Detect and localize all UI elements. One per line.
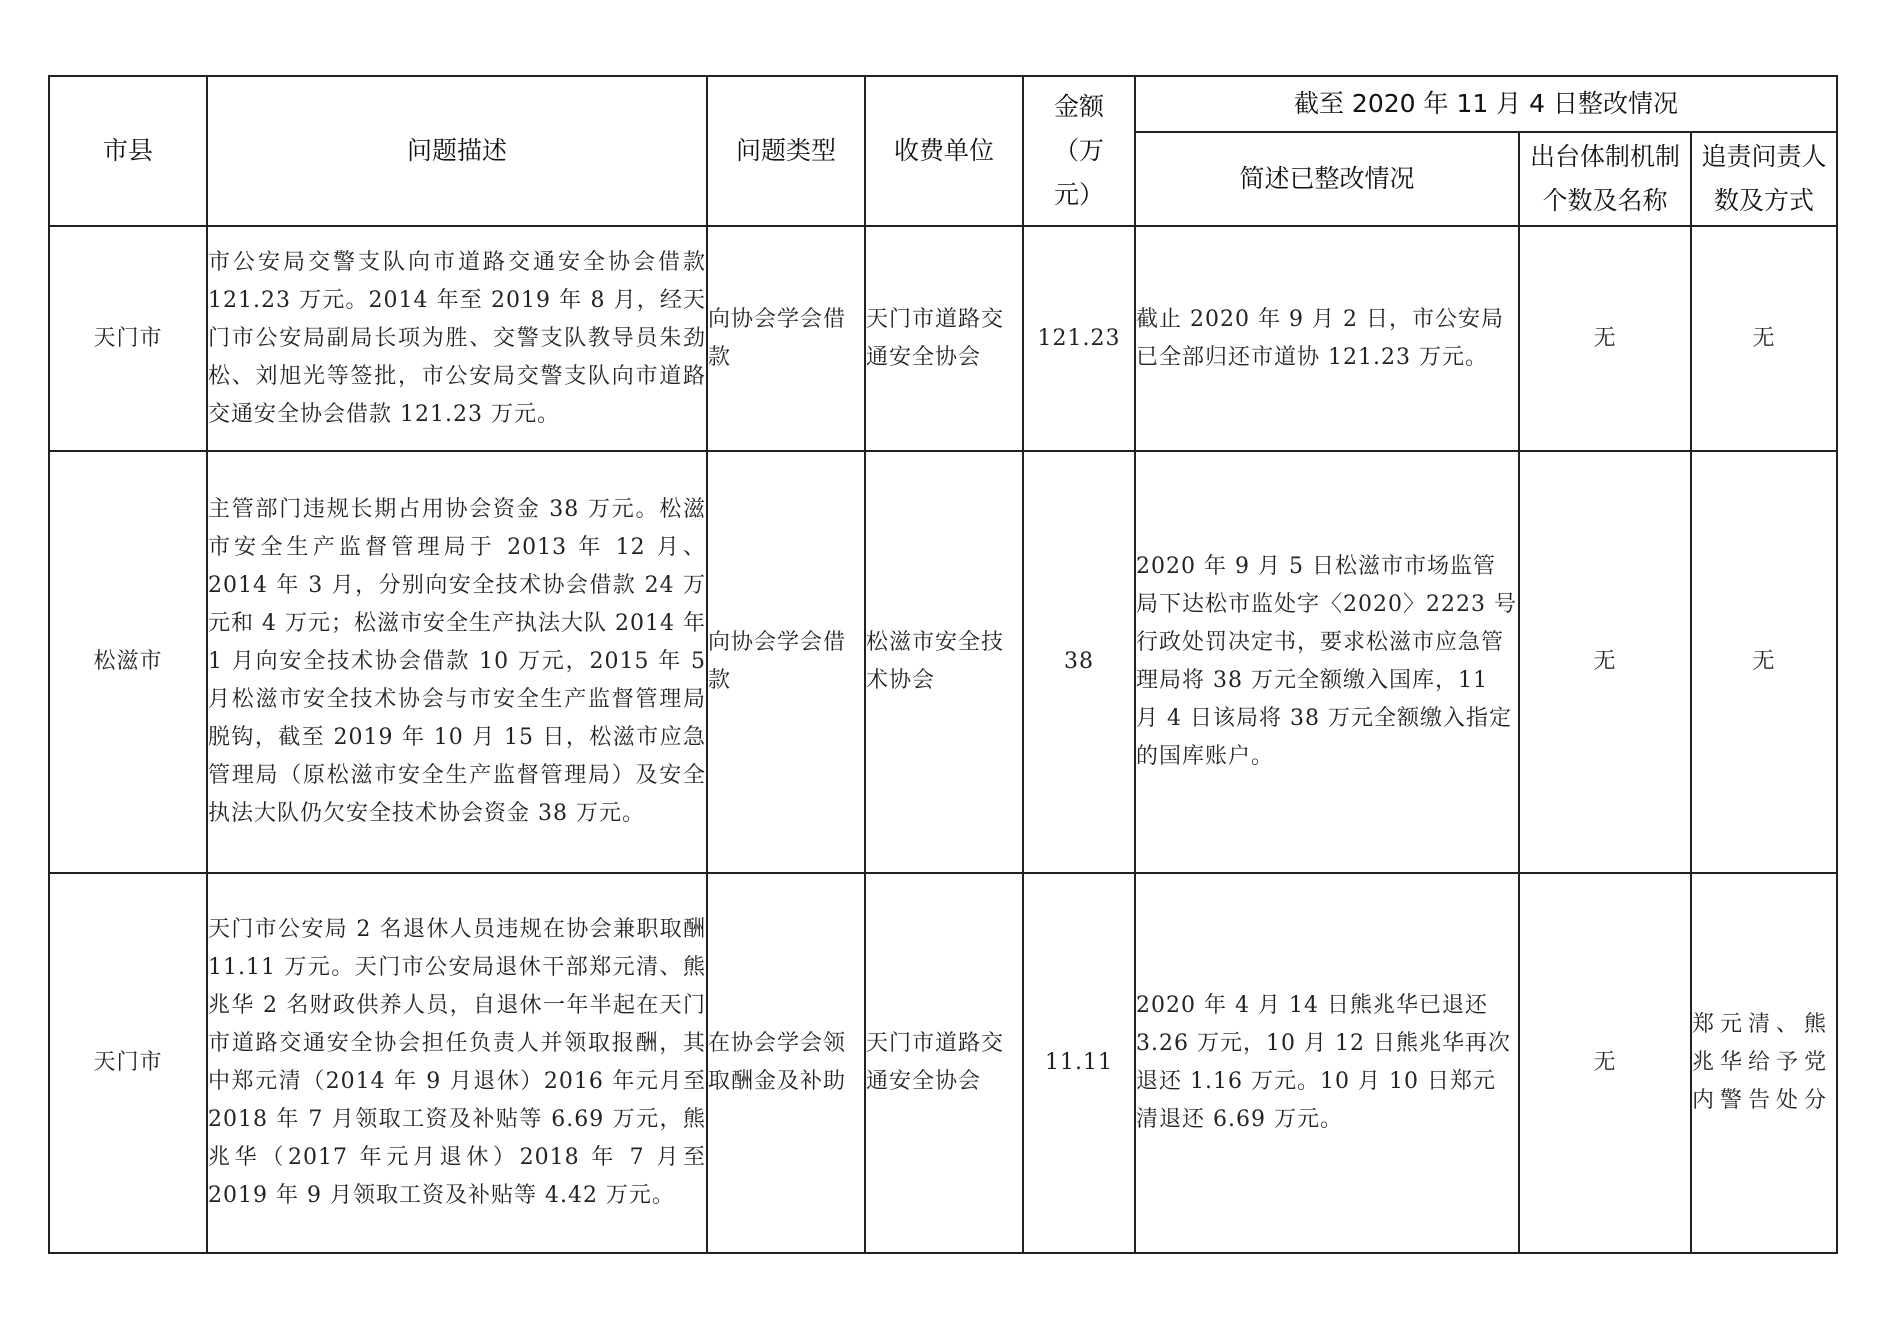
- header-status: 简述已整改情况: [1135, 132, 1519, 226]
- cell-description: 市公安局交警支队向市道路交通安全协会借款 121.23 万元。2014 年至 2019 年 8 月，经天门市公安局副局长项为胜、交警支队教导员朱劲松、刘旭光等签批，市公安局交警支队向市道路交通安全协会借款 121.23 万元。: [207, 226, 707, 451]
- cell-description: 天门市公安局 2 名退休人员违规在协会兼职取酬 11.11 万元。天门市公安局退休干部郑元清、熊兆华 2 名财政供养人员，自退休一年半起在天门市道路交通安全协会担任负责人并领取报酬，其中郑元清（2014 年 9 月退休）2016 年元月至 2018 年 7 月领取工资及补贴等 6.69 万元，熊兆华（2017 年元月退休）2018 年 7 月至 2019 年 9 月领取工资及补贴等 4.42 万元。: [207, 873, 707, 1253]
- cell-type: 在协会学会领取酬金及补助: [707, 873, 865, 1253]
- cell-accountability: 无: [1691, 226, 1837, 451]
- header-city: 市县: [49, 76, 207, 226]
- cell-mechanism: 无: [1519, 873, 1691, 1253]
- table-row: [49, 873, 1837, 1253]
- cell-accountability: 郑元清、熊兆华给予党内警告处分: [1691, 873, 1837, 1253]
- cell-status: 截止 2020 年 9 月 2 日，市公安局已全部归还市道协 121.23 万元。: [1135, 226, 1519, 451]
- cell-type: 向协会学会借款: [707, 226, 865, 451]
- cell-mechanism: 无: [1519, 226, 1691, 451]
- header-amount: 金额（万元）: [1023, 76, 1135, 226]
- cell-amount: 11.11: [1023, 873, 1135, 1253]
- header-rectification: 截至 2020 年 11 月 4 日整改情况: [1135, 76, 1837, 132]
- cell-amount: 38: [1023, 451, 1135, 873]
- cell-mechanism: 无: [1519, 451, 1691, 873]
- cell-city: 天门市: [49, 226, 207, 451]
- rectification-table: [48, 75, 1838, 1254]
- cell-status: 2020 年 4 月 14 日熊兆华已退还 3.26 万元，10 月 12 日熊兆华再次退还 1.16 万元。10 月 10 日郑元清退还 6.69 万元。: [1135, 873, 1519, 1253]
- header-description: 问题描述: [207, 76, 707, 226]
- header-accountability: 追责问责人数及方式: [1691, 132, 1837, 226]
- cell-city: 天门市: [49, 873, 207, 1253]
- cell-unit: 松滋市安全技术协会: [865, 451, 1023, 873]
- header-unit: 收费单位: [865, 76, 1023, 226]
- cell-amount: 121.23: [1023, 226, 1135, 451]
- cell-city: 松滋市: [49, 451, 207, 873]
- header-type: 问题类型: [707, 76, 865, 226]
- cell-unit: 天门市道路交通安全协会: [865, 226, 1023, 451]
- cell-accountability: 无: [1691, 451, 1837, 873]
- cell-unit: 天门市道路交通安全协会: [865, 873, 1023, 1253]
- cell-type: 向协会学会借款: [707, 451, 865, 873]
- cell-description: 主管部门违规长期占用协会资金 38 万元。松滋市安全生产监督管理局于 2013 年 12 月、2014 年 3 月，分别向安全技术协会借款 24 万元和 4 万元；松滋市安全生产执法大队 2014 年 1 月向安全技术协会借款 10 万元，2015 年 5 月松滋市安全技术协会与市安全生产监督管理局脱钩，截至 2019 年 10 月 15 日，松滋市应急管理局（原松滋市安全生产监督管理局）及安全执法大队仍欠安全技术协会资金 38 万元。: [207, 451, 707, 873]
- header-mechanism: 出台体制机制个数及名称: [1519, 132, 1691, 226]
- cell-status: 2020 年 9 月 5 日松滋市市场监管局下达松市监处字〈2020〉2223 号行政处罚决定书，要求松滋市应急管理局将 38 万元全额缴入国库，11 月 4 日该局将 38 万元全额缴入指定的国库账户。: [1135, 451, 1519, 873]
- table-row: [49, 451, 1837, 873]
- table-row: [49, 226, 1837, 451]
